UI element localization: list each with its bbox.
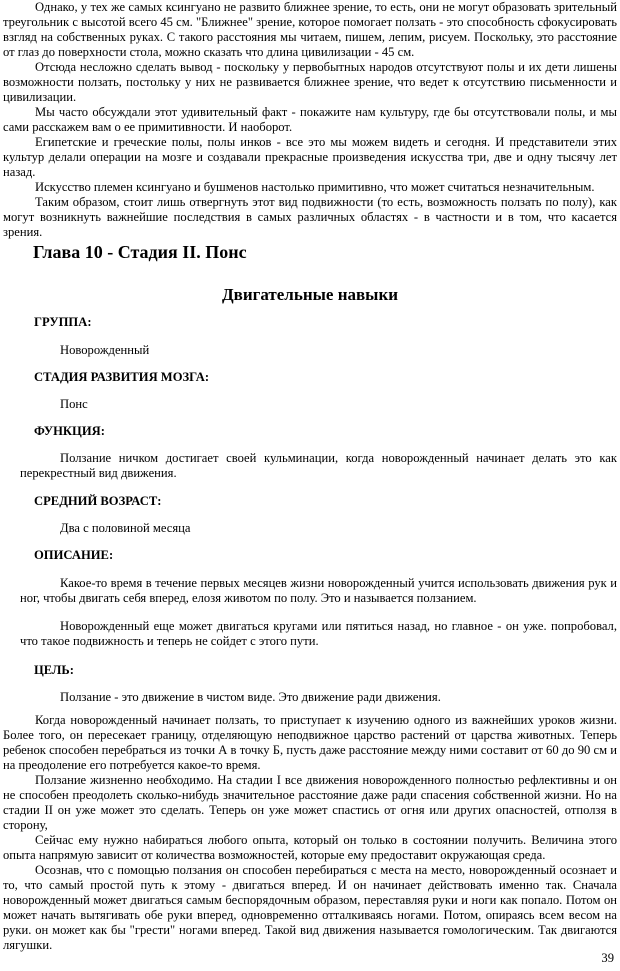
goal-label: ЦЕЛЬ: xyxy=(34,663,74,677)
description-label: ОПИСАНИЕ: xyxy=(34,548,114,562)
average-age-label: СРЕДНИЙ ВОЗРАСТ: xyxy=(34,494,162,508)
section-title: Двигательные навыки xyxy=(221,285,399,304)
page-number: 39 xyxy=(601,951,614,965)
chapter-title: Глава 10 - Стадия II. Понс xyxy=(33,242,247,262)
paragraph-xinguano-vision: Однако, у тех же самых ксингуано не развито ближнее зрение, то есть, они не могут образовать зрительный треугольник с высотой всего 45 см. "Ближнее" зрение, которое помогает ползать - это способность сфокусировать взгляд на собственных руках. С такого расстояния мы читаем, пишем, лепим, рисуем. Поскольку, это расстояние от глаз до поверхности стола, можно сказать что длина цивилизации - 45 см. xyxy=(3,0,617,59)
paragraph-conclusion-floors: Отсюда несложно сделать вывод - поскольку у первобытных народов отсутствуют полы и их дети лишены возможности ползать, постольку у них не развивается ближнее зрение, что ведет к отсутствию письменности и цивилизации. xyxy=(3,60,617,104)
group-label: ГРУППА: xyxy=(34,315,92,329)
paragraph-egyptian-floors: Египетские и греческие полы, полы инков - все это мы можем видеть и сегодня. И представители этих культур делали операции на мозге и создавали прекрасные произведения искусства три, две и одну тысячу лет назад. xyxy=(3,135,617,179)
paragraph-crawling-lesson: Когда новорожденный начинает ползать, то приступает к изучению одного из важнейших уроков жизни. Более того, он пересекает границу, отделяющую неподвижное царство растений от царства животных. Теперь ребенок способен перебраться из точки А в точку Б, пусть даже расстояние между ними составит от 60 до 90 см и на преодоление его потребуется какое-то время. xyxy=(3,713,617,772)
paragraph-experience: Сейчас ему нужно набираться любого опыта, который он только в состоянии получить. Величина этого опыта напрямую зависит от количества возможностей, которые ему предоставит окружающая среда. xyxy=(3,833,617,862)
paragraph-homologous-movement: Осознав, что с помощью ползания он способен перебираться с места на место, новорожденный осознает и то, что самый простой путь к этому - двигаться вперед. И он начинает действовать именно так. Сначала новорожденный может двигаться самым беспорядочным образом, переставляя руки и ноги как попало. Потом он может начать вытягивать обе руки вперед, одновременно отталкиваясь ногами. Потом, опираясь всем весом на руки. он может как бы "грести" ногами вперед. Такой вид движения называется гомологическим. Так двигаются лягушки. xyxy=(3,863,617,952)
function-label: ФУНКЦИЯ: xyxy=(34,424,105,438)
paragraph-culture-floors: Мы часто обсуждали этот удивительный факт - покажите нам культуру, где бы отсутствовали полы, и мы сами расскажем вам о ее примитивности. И наоборот. xyxy=(3,105,617,134)
paragraph-consequences: Таким образом, стоит лишь отвергнуть этот вид подвижности (то есть, возможность ползать по полу), как могут возникнуть важнейшие последствия в самых различных областях - в частности и в том, что касается зрения. xyxy=(3,195,617,239)
stage-value: Понс xyxy=(60,397,88,411)
goal-text: Ползание - это движение в чистом виде. Это движение ради движения. xyxy=(60,690,441,704)
paragraph-bushmen-art: Искусство племен ксингуано и бушменов настолько примитивно, что может считаться незначительным. xyxy=(35,180,595,194)
description-paragraph-1: Какое-то время в течение первых месяцев жизни новорожденный учится использовать движения рук и ног, чтобы двигать себя вперед, елозя животом по полу. Это и называется ползанием. xyxy=(20,576,617,605)
stage-label: СТАДИЯ РАЗВИТИЯ МОЗГА: xyxy=(34,370,210,384)
average-age-value: Два с половиной месяца xyxy=(60,521,191,535)
description-paragraph-2: Новорожденный еще может двигаться кругами или пятиться назад, но главное - он уже. попробовал, что такое подвижность и теперь не сойдет с этого пути. xyxy=(20,619,617,648)
function-text: Ползание ничком достигает своей кульминации, когда новорожденный начинает делать это как перекрестный вид движения. xyxy=(20,451,617,480)
paragraph-crawling-vital: Ползание жизненно необходимо. На стадии I все движения новорожденного полностью рефлективны и он не способен преодолеть сколько-нибудь значительное расстояние даже ради спасения собственной жизни. Но на стадии II он уже может это сделать. Теперь он уже может спастись от огня или других опасностей, отползя в сторону, xyxy=(3,773,617,832)
group-value: Новорожденный xyxy=(60,343,150,357)
